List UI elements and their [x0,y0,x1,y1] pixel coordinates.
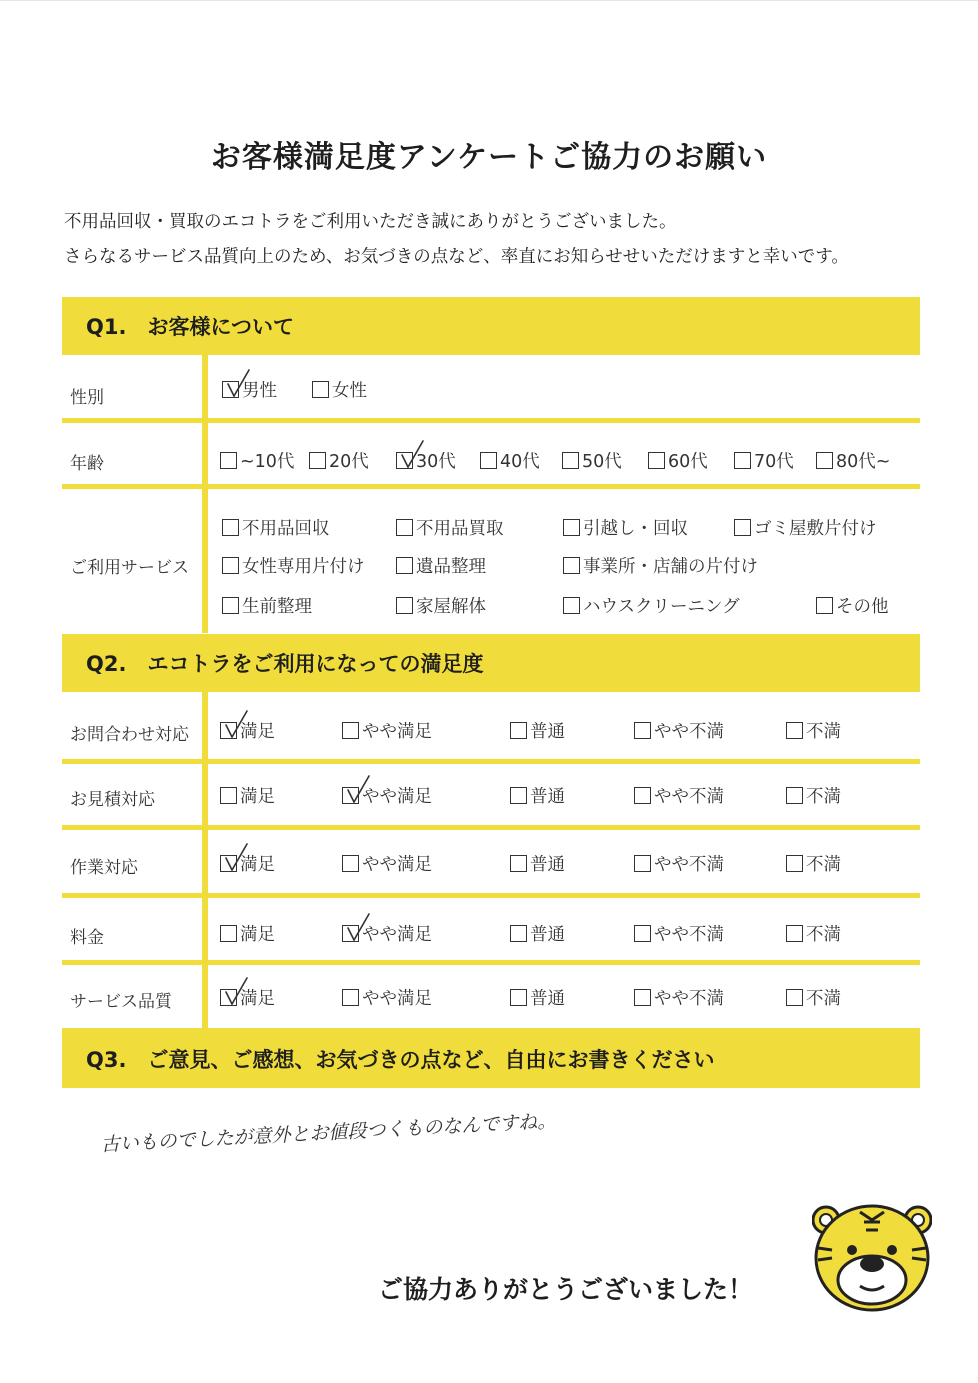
satisfaction-option[interactable] [220,718,275,743]
age-option[interactable] [309,448,369,473]
checkbox-icon[interactable] [222,597,239,614]
option-label: 普通 [530,855,565,875]
satisfaction-option[interactable] [510,985,565,1010]
option-label: 不満 [806,722,841,742]
option-label: その他 [836,597,889,617]
q2-row-line [62,893,920,898]
age-label: 年齢 [70,454,104,474]
gender-label: 性別 [70,388,104,408]
option-label: 70代 [754,452,794,472]
satisfaction-option[interactable] [342,985,432,1010]
intro-line-1: 不用品回収・買取のエコトラをご利用いただき誠にありがとうございました。 [64,212,677,232]
age-option[interactable] [480,448,540,473]
checkbox-icon[interactable] [816,597,833,614]
checkbox-icon[interactable] [342,855,359,872]
checkbox-icon[interactable] [786,722,803,739]
checkbox-icon[interactable] [786,787,803,804]
checked-checkbox-icon[interactable] [222,381,239,398]
satisfaction-option[interactable] [786,783,841,808]
checkbox-icon[interactable] [634,722,651,739]
option-label: ~10代 [240,452,295,472]
option-label: 20代 [329,452,369,472]
age-option[interactable] [648,448,708,473]
service-option[interactable] [563,593,740,618]
age-option[interactable] [562,448,622,473]
checkbox-icon[interactable] [634,925,651,942]
age-option[interactable] [220,448,294,473]
satisfaction-option[interactable] [220,783,275,808]
service-option[interactable] [396,515,504,540]
checkbox-icon[interactable] [634,989,651,1006]
intro-line-2: さらなるサービス品質向上のため、お気づきの点など、率直にお知らせせいただけますと幸いです。 [64,247,849,267]
checkbox-icon[interactable] [648,452,665,469]
service-option[interactable] [734,515,877,540]
services-label: ご利用サービス [70,558,189,578]
satisfaction-option[interactable] [634,851,724,876]
checkbox-icon[interactable] [220,925,237,942]
option-label: 満足 [240,925,275,945]
checkbox-icon[interactable] [786,925,803,942]
option-label: 不満 [806,989,841,1009]
satisfaction-row-label: サービス品質 [70,992,172,1012]
service-option[interactable] [222,593,312,618]
checkbox-icon[interactable] [396,557,413,574]
option-label: 生前整理 [242,597,312,617]
checkbox-icon[interactable] [220,787,237,804]
satisfaction-option[interactable] [342,851,432,876]
checkbox-icon[interactable] [510,989,527,1006]
checkbox-icon[interactable] [816,452,833,469]
gender-option[interactable] [312,377,367,402]
checkbox-icon[interactable] [396,519,413,536]
option-label: ハウスクリーニング [583,597,740,617]
option-label: 満足 [240,722,275,742]
satisfaction-option[interactable] [634,985,724,1010]
service-option[interactable] [816,593,889,618]
checked-checkbox-icon[interactable] [342,925,359,942]
checkbox-icon[interactable] [222,557,239,574]
satisfaction-row-label: お見積対応 [70,790,155,810]
q1-divider [202,355,208,633]
option-label: やや満足 [362,855,432,875]
q2-heading-band [62,634,920,692]
checkbox-icon[interactable] [734,519,751,536]
age-option[interactable] [734,448,794,473]
option-label: 家屋解体 [416,597,486,617]
checked-checkbox-icon[interactable] [220,722,237,739]
option-label: 満足 [240,855,275,875]
service-option[interactable] [222,515,330,540]
satisfaction-option[interactable] [786,718,841,743]
checkbox-icon[interactable] [342,722,359,739]
q3-handwritten-answer[interactable]: 古いものでしたが意外とお値段つくものなんですね。 [100,1110,557,1156]
option-label: やや満足 [362,722,432,742]
satisfaction-option[interactable] [634,718,724,743]
option-label: 遺品整理 [416,557,486,577]
service-option[interactable] [396,553,486,578]
option-label: 普通 [530,989,565,1009]
option-label: やや満足 [362,925,432,945]
q2-heading: Q2. エコトラをご利用になっての満足度 [86,652,484,676]
satisfaction-option[interactable] [342,718,432,743]
scan-edge [0,0,978,1]
tiger-mascot-icon [812,1198,932,1313]
option-label: 不満 [806,925,841,945]
q1-heading-band [62,297,920,355]
option-label: 女性専用片付け [242,557,365,577]
page-title: お客様満足度アンケートご協力のお願い [210,140,768,175]
checked-checkbox-icon[interactable] [396,452,413,469]
satisfaction-option[interactable] [510,851,565,876]
satisfaction-row-label: 料金 [70,928,104,948]
satisfaction-option[interactable] [220,921,275,946]
option-label: やや不満 [654,989,724,1009]
satisfaction-option[interactable] [342,783,432,808]
service-option[interactable] [563,515,688,540]
option-label: 不満 [806,787,841,807]
thanks-message: ご協力ありがとうございました！ [378,1275,754,1304]
option-label: 不満 [806,855,841,875]
satisfaction-option[interactable] [786,921,841,946]
satisfaction-option[interactable] [220,985,275,1010]
checkbox-icon[interactable] [510,855,527,872]
option-label: 80代~ [836,452,891,472]
checkbox-icon[interactable] [312,381,329,398]
checked-checkbox-icon[interactable] [342,787,359,804]
option-label: 男性 [242,381,277,401]
option-label: 50代 [582,452,622,472]
q3-heading: Q3. ご意見、ご感想、お気づきの点など、自由にお書きください [86,1048,715,1072]
satisfaction-row-label: 作業対応 [70,858,138,878]
option-label: ゴミ屋敷片付け [754,519,877,539]
checkbox-icon[interactable] [563,597,580,614]
satisfaction-option[interactable] [510,718,565,743]
option-label: 30代 [416,452,456,472]
option-label: 普通 [530,787,565,807]
option-label: やや不満 [654,855,724,875]
option-label: 不用品回収 [242,519,330,539]
option-label: 満足 [240,989,275,1009]
checkbox-icon[interactable] [634,855,651,872]
option-label: 60代 [668,452,708,472]
option-label: 40代 [500,452,540,472]
satisfaction-option[interactable] [510,783,565,808]
checkbox-icon[interactable] [563,519,580,536]
satisfaction-option[interactable] [220,851,275,876]
q1-row-line [62,418,920,423]
service-option[interactable] [222,553,365,578]
checkbox-icon[interactable] [786,989,803,1006]
checkbox-icon[interactable] [309,452,326,469]
checkbox-icon[interactable] [222,519,239,536]
q2-divider [202,692,208,1028]
option-label: 事業所・店舗の片付け [583,557,758,577]
option-label: やや不満 [654,787,724,807]
option-label: 普通 [530,722,565,742]
satisfaction-option[interactable] [786,985,841,1010]
option-label: やや満足 [362,989,432,1009]
checkbox-icon[interactable] [634,787,651,804]
checkbox-icon[interactable] [342,989,359,1006]
option-label: やや不満 [654,722,724,742]
q3-heading-band [62,1028,920,1088]
satisfaction-option[interactable] [786,851,841,876]
option-label: 満足 [240,787,275,807]
satisfaction-option[interactable] [634,921,724,946]
checkbox-icon[interactable] [786,855,803,872]
checkbox-icon[interactable] [396,597,413,614]
checkbox-icon[interactable] [510,925,527,942]
gender-option[interactable] [222,377,277,402]
age-option[interactable] [816,448,890,473]
checkbox-icon[interactable] [562,452,579,469]
checked-checkbox-icon[interactable] [220,989,237,1006]
checkbox-icon[interactable] [563,557,580,574]
checked-checkbox-icon[interactable] [220,855,237,872]
option-label: やや不満 [654,925,724,945]
age-option[interactable] [396,448,456,473]
option-label: 女性 [332,381,367,401]
option-label: 不用品買取 [416,519,504,539]
option-label: 引越し・回収 [583,519,688,539]
option-label: やや満足 [362,787,432,807]
q1-row-line [62,484,920,489]
q2-row-line [62,825,920,830]
option-label: 普通 [530,925,565,945]
satisfaction-row-label: お問合わせ対応 [70,725,189,745]
satisfaction-option[interactable] [510,921,565,946]
checkbox-icon[interactable] [480,452,497,469]
satisfaction-option[interactable] [342,921,432,946]
satisfaction-option[interactable] [634,783,724,808]
service-option[interactable] [396,593,486,618]
service-option[interactable] [563,553,758,578]
checkbox-icon[interactable] [510,722,527,739]
checkbox-icon[interactable] [510,787,527,804]
checkbox-icon[interactable] [734,452,751,469]
checkbox-icon[interactable] [220,452,237,469]
q2-row-line [62,759,920,764]
q1-heading: Q1. お客様について [86,315,295,339]
q2-row-line [62,960,920,965]
